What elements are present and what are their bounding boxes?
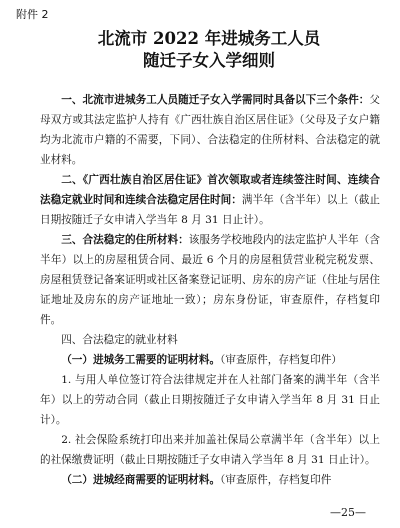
section-1-body: 父母双方或其法定监护人持有《广西壮族自治区居住证》（父母及子女户籍均为北流市户籍的不需要，下同）、合法稳定的住所材料、合法稳定的就业材料。 (40, 94, 380, 166)
section-1 (40, 90, 380, 170)
section-4-sub-1-item-1: 1. 与用人单位签订符合法律规定并在人社部门备案的满半年（含半年）以上的劳动合同（截止日期按随迁子女申请入学当年 8 月 31 日止计）。 (40, 374, 380, 426)
section-3-body: 该服务学校地段内的法定监护人半年（含半年）以上的房屋租赁合同、最近 6 个月的房屋租赁营业税完税发票、房屋租赁登记备案证明或社区备案登记证明、房东的房产证（住址与居住证地址及房东的房产证地址一致）；房东身份证，审查原件，存档复印件。 (40, 234, 381, 326)
document-title (40, 28, 378, 72)
section-1-heading: 一、北流市进城务工人员随迁子女入学需同时具备以下三个条件： (61, 94, 370, 106)
section-3 (40, 230, 380, 330)
title-line-1: 北流市 2022 年进城务工人员 (97, 29, 321, 48)
section-3-heading: 三、合法稳定的住所材料： (61, 234, 189, 246)
section-4-sub-1-note: （审查原件，存档复印件） (220, 354, 342, 366)
section-4-sub-1-item-2: 2. 社会保险系统打印出来并加盖社保局公章满半年（含半年）以上的社保缴费证明（截止日期按随迁子女申请入学当年 8 月 31 日止计）。 (40, 434, 380, 466)
document-body (40, 90, 380, 490)
section-4-heading-text: 四、合法稳定的就业材料 (61, 334, 178, 346)
section-2-heading: 二、《广西壮族自治区居住证》首次领取或者连续签注时间、连续合法稳定就业时间和连续合法稳定居住时间： (40, 174, 380, 206)
title-line-2: 随迁子女入学细则 (143, 51, 275, 70)
attachment-label: 附件 2 (16, 8, 49, 21)
section-2 (40, 170, 380, 230)
section-4-sub-1 (40, 350, 380, 370)
section-4-sub-2-note: （审查原件，存档复印件 (220, 474, 332, 486)
section-4-heading (40, 330, 380, 350)
section-4-sub-2 (40, 470, 380, 490)
page-number: —25— (330, 506, 366, 519)
section-4-sub-1-heading: （一）进城务工需要的证明材料。 (61, 354, 221, 366)
section-2-body: 满半年（含半年）以上（截止日期按随迁子女申请入学当年 8 月 31 日止计）。 (40, 194, 381, 226)
section-4-sub-2-heading: （二）进城经商需要的证明材料。 (61, 474, 221, 486)
